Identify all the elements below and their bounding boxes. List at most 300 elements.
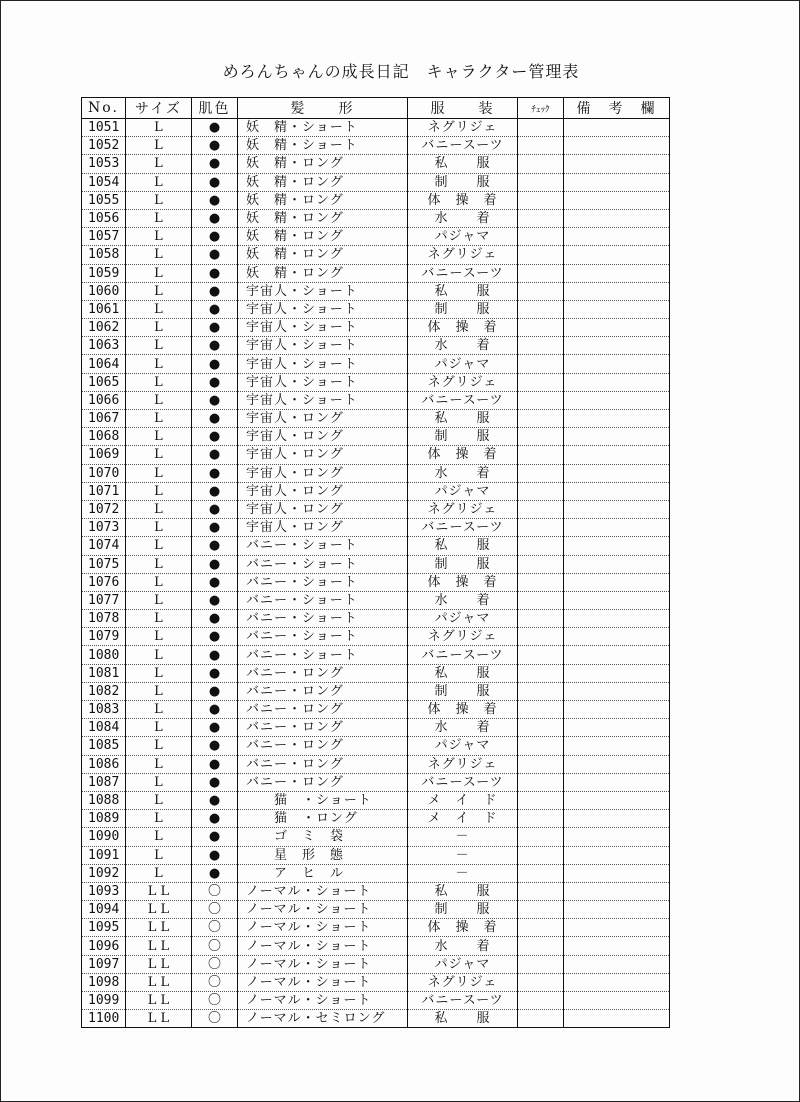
check-cell — [518, 519, 564, 537]
table-row — [82, 901, 670, 919]
size-cell: L L — [126, 973, 192, 991]
skin-color-mark: ● — [192, 500, 238, 518]
row-number: 1065 — [82, 373, 126, 391]
hairstyle-cell: バニー・ロング — [238, 737, 408, 755]
outfit-cell: バニースーツ — [408, 992, 518, 1010]
notes-cell — [564, 337, 670, 355]
document-title: めろんちゃんの成長日記 キャラクター管理表 — [222, 62, 580, 81]
size-cell: L — [126, 282, 192, 300]
check-cell — [518, 337, 564, 355]
hairstyle-cell: 宇宙人・ショート — [238, 300, 408, 318]
skin-color-mark: ● — [192, 428, 238, 446]
size-cell: L — [126, 410, 192, 428]
hairstyle-cell: 妖 精・ロング — [238, 209, 408, 227]
table-row — [82, 646, 670, 664]
size-cell: L — [126, 173, 192, 191]
table-row — [82, 209, 670, 227]
check-cell — [518, 355, 564, 373]
table-row — [82, 882, 670, 900]
table-row — [82, 591, 670, 609]
notes-cell — [564, 155, 670, 173]
size-cell: L L — [126, 955, 192, 973]
outfit-cell: パジャマ — [408, 355, 518, 373]
notes-cell — [564, 755, 670, 773]
notes-cell — [564, 610, 670, 628]
size-cell: L — [126, 719, 192, 737]
header-size: サイズ — [126, 98, 192, 119]
skin-color-mark: 〇 — [192, 973, 238, 991]
size-cell: L — [126, 355, 192, 373]
table-row — [82, 446, 670, 464]
row-number: 1093 — [82, 882, 126, 900]
table-row — [82, 955, 670, 973]
skin-color-mark: ● — [192, 555, 238, 573]
size-cell: L L — [126, 919, 192, 937]
size-cell: L — [126, 500, 192, 518]
size-cell: L — [126, 846, 192, 864]
hairstyle-cell: 宇宙人・ロング — [238, 500, 408, 518]
table-row — [82, 791, 670, 809]
check-cell — [518, 737, 564, 755]
skin-color-mark: ● — [192, 864, 238, 882]
hairstyle-cell: 宇宙人・ロング — [238, 410, 408, 428]
check-cell — [518, 500, 564, 518]
row-number: 1085 — [82, 737, 126, 755]
size-cell: L — [126, 155, 192, 173]
row-number: 1070 — [82, 464, 126, 482]
skin-color-mark: ● — [192, 737, 238, 755]
hairstyle-cell: バニー・ロング — [238, 719, 408, 737]
table-row — [82, 755, 670, 773]
size-cell: L L — [126, 882, 192, 900]
table-row — [82, 464, 670, 482]
check-cell — [518, 864, 564, 882]
notes-cell — [564, 791, 670, 809]
size-cell: L — [126, 737, 192, 755]
skin-color-mark: ● — [192, 391, 238, 409]
table-row — [82, 846, 670, 864]
size-cell: L — [126, 246, 192, 264]
hairstyle-cell: 宇宙人・ショート — [238, 282, 408, 300]
outfit-cell: 私 服 — [408, 155, 518, 173]
row-number: 1082 — [82, 682, 126, 700]
table-row — [82, 973, 670, 991]
skin-color-mark: ● — [192, 446, 238, 464]
hairstyle-cell: 妖 精・ロング — [238, 246, 408, 264]
skin-color-mark: ● — [192, 701, 238, 719]
check-cell — [518, 209, 564, 227]
hairstyle-cell: ノーマル・ショート — [238, 937, 408, 955]
row-number: 1091 — [82, 846, 126, 864]
outfit-cell: ネグリジェ — [408, 628, 518, 646]
check-cell — [518, 919, 564, 937]
size-cell: L — [126, 482, 192, 500]
size-cell: L — [126, 628, 192, 646]
row-number: 1055 — [82, 191, 126, 209]
header-skin: 肌色 — [192, 98, 238, 119]
skin-color-mark: 〇 — [192, 919, 238, 937]
outfit-cell: 水 着 — [408, 464, 518, 482]
size-cell: L — [126, 137, 192, 155]
check-cell — [518, 464, 564, 482]
notes-cell — [564, 973, 670, 991]
skin-color-mark: 〇 — [192, 955, 238, 973]
skin-color-mark: ● — [192, 264, 238, 282]
skin-color-mark: ● — [192, 173, 238, 191]
notes-cell — [564, 410, 670, 428]
check-cell — [518, 682, 564, 700]
outfit-cell: 体 操 着 — [408, 701, 518, 719]
notes-cell — [564, 1010, 670, 1028]
notes-cell — [564, 719, 670, 737]
hairstyle-cell: バニー・ショート — [238, 628, 408, 646]
outfit-cell: 私 服 — [408, 882, 518, 900]
table-row — [82, 628, 670, 646]
table-header-row — [82, 98, 670, 119]
row-number: 1059 — [82, 264, 126, 282]
table-row — [82, 937, 670, 955]
notes-cell — [564, 446, 670, 464]
notes-cell — [564, 646, 670, 664]
table-row — [82, 537, 670, 555]
header-check: ﾁｪｯｸ — [518, 98, 564, 119]
outfit-cell: パジャマ — [408, 482, 518, 500]
hairstyle-cell: ノーマル・ショート — [238, 882, 408, 900]
outfit-cell: 私 服 — [408, 282, 518, 300]
outfit-cell: 制 服 — [408, 428, 518, 446]
row-number: 1076 — [82, 573, 126, 591]
row-number: 1098 — [82, 973, 126, 991]
check-cell — [518, 719, 564, 737]
size-cell: L — [126, 864, 192, 882]
size-cell: L L — [126, 992, 192, 1010]
size-cell: L — [126, 701, 192, 719]
table-row — [82, 282, 670, 300]
hairstyle-cell: バニー・ロング — [238, 682, 408, 700]
size-cell: L — [126, 573, 192, 591]
check-cell — [518, 246, 564, 264]
hairstyle-cell: バニー・ロング — [238, 773, 408, 791]
skin-color-mark: ● — [192, 355, 238, 373]
notes-cell — [564, 391, 670, 409]
size-cell: L — [126, 791, 192, 809]
notes-cell — [564, 846, 670, 864]
row-number: 1060 — [82, 282, 126, 300]
notes-cell — [564, 246, 670, 264]
character-table — [81, 97, 670, 1028]
row-number: 1092 — [82, 864, 126, 882]
skin-color-mark: ● — [192, 519, 238, 537]
table-row — [82, 864, 670, 882]
hairstyle-cell: 宇宙人・ショート — [238, 355, 408, 373]
size-cell: L — [126, 610, 192, 628]
hairstyle-cell: 妖 精・ロング — [238, 228, 408, 246]
table-body — [82, 119, 670, 1028]
row-number: 1079 — [82, 628, 126, 646]
notes-cell — [564, 682, 670, 700]
outfit-cell: 私 服 — [408, 410, 518, 428]
row-number: 1054 — [82, 173, 126, 191]
skin-color-mark: ● — [192, 155, 238, 173]
skin-color-mark: 〇 — [192, 992, 238, 1010]
check-cell — [518, 173, 564, 191]
row-number: 1073 — [82, 519, 126, 537]
hairstyle-cell: ノーマル・ショート — [238, 973, 408, 991]
check-cell — [518, 428, 564, 446]
outfit-cell: パジャマ — [408, 955, 518, 973]
outfit-cell: － — [408, 846, 518, 864]
check-cell — [518, 664, 564, 682]
row-number: 1090 — [82, 828, 126, 846]
hairstyle-cell: 宇宙人・ショート — [238, 337, 408, 355]
hairstyle-cell: ノーマル・ショート — [238, 901, 408, 919]
hairstyle-cell: 宇宙人・ロング — [238, 428, 408, 446]
size-cell: L — [126, 828, 192, 846]
size-cell: L — [126, 391, 192, 409]
table-row — [82, 373, 670, 391]
table-row — [82, 410, 670, 428]
skin-color-mark: 〇 — [192, 901, 238, 919]
outfit-cell: 水 着 — [408, 591, 518, 609]
skin-color-mark: ● — [192, 846, 238, 864]
size-cell: L — [126, 119, 192, 137]
skin-color-mark: ● — [192, 137, 238, 155]
outfit-cell: メ イ ド — [408, 791, 518, 809]
notes-cell — [564, 701, 670, 719]
notes-cell — [564, 137, 670, 155]
outfit-cell: ネグリジェ — [408, 246, 518, 264]
size-cell: L — [126, 555, 192, 573]
outfit-cell: 私 服 — [408, 537, 518, 555]
outfit-cell: 制 服 — [408, 173, 518, 191]
skin-color-mark: ● — [192, 628, 238, 646]
skin-color-mark: ● — [192, 810, 238, 828]
hairstyle-cell: 宇宙人・ショート — [238, 373, 408, 391]
table-row — [82, 664, 670, 682]
check-cell — [518, 155, 564, 173]
hairstyle-cell: 猫 ・ロング — [238, 810, 408, 828]
hairstyle-cell: バニー・ショート — [238, 646, 408, 664]
table-row — [82, 737, 670, 755]
row-number: 1096 — [82, 937, 126, 955]
check-cell — [518, 955, 564, 973]
skin-color-mark: 〇 — [192, 1010, 238, 1028]
notes-cell — [564, 992, 670, 1010]
check-cell — [518, 373, 564, 391]
check-cell — [518, 555, 564, 573]
row-number: 1087 — [82, 773, 126, 791]
skin-color-mark: ● — [192, 300, 238, 318]
hairstyle-cell: ア ヒ ル — [238, 864, 408, 882]
outfit-cell: バニースーツ — [408, 264, 518, 282]
size-cell: L — [126, 646, 192, 664]
notes-cell — [564, 628, 670, 646]
outfit-cell: 水 着 — [408, 719, 518, 737]
hairstyle-cell: 猫 ・ショート — [238, 791, 408, 809]
row-number: 1077 — [82, 591, 126, 609]
hairstyle-cell: 宇宙人・ロング — [238, 464, 408, 482]
check-cell — [518, 973, 564, 991]
outfit-cell: 水 着 — [408, 209, 518, 227]
hairstyle-cell: バニー・ロング — [238, 664, 408, 682]
skin-color-mark: ● — [192, 373, 238, 391]
table-row — [82, 773, 670, 791]
table-row — [82, 137, 670, 155]
skin-color-mark: ● — [192, 682, 238, 700]
hairstyle-cell: 宇宙人・ロング — [238, 482, 408, 500]
size-cell: L — [126, 300, 192, 318]
row-number: 1089 — [82, 810, 126, 828]
hairstyle-cell: ゴ ミ 袋 — [238, 828, 408, 846]
notes-cell — [564, 300, 670, 318]
check-cell — [518, 937, 564, 955]
row-number: 1084 — [82, 719, 126, 737]
notes-cell — [564, 882, 670, 900]
table-row — [82, 810, 670, 828]
table-row — [82, 228, 670, 246]
notes-cell — [564, 737, 670, 755]
hairstyle-cell: バニー・ショート — [238, 591, 408, 609]
row-number: 1072 — [82, 500, 126, 518]
check-cell — [518, 537, 564, 555]
row-number: 1088 — [82, 791, 126, 809]
row-number: 1071 — [82, 482, 126, 500]
header-hair: 髪 形 — [238, 98, 408, 119]
outfit-cell: 水 着 — [408, 337, 518, 355]
table-row — [82, 355, 670, 373]
outfit-cell: パジャマ — [408, 228, 518, 246]
hairstyle-cell: ノーマル・ショート — [238, 919, 408, 937]
row-number: 1068 — [82, 428, 126, 446]
row-number: 1078 — [82, 610, 126, 628]
outfit-cell: パジャマ — [408, 610, 518, 628]
outfit-cell: 制 服 — [408, 901, 518, 919]
outfit-cell: ネグリジェ — [408, 500, 518, 518]
outfit-cell: バニースーツ — [408, 646, 518, 664]
hairstyle-cell: バニー・ショート — [238, 537, 408, 555]
row-number: 1099 — [82, 992, 126, 1010]
skin-color-mark: ● — [192, 773, 238, 791]
skin-color-mark: ● — [192, 319, 238, 337]
skin-color-mark: ● — [192, 464, 238, 482]
hairstyle-cell: ノーマル・ショート — [238, 992, 408, 1010]
size-cell: L — [126, 664, 192, 682]
row-number: 1094 — [82, 901, 126, 919]
size-cell: L — [126, 228, 192, 246]
skin-color-mark: ● — [192, 591, 238, 609]
row-number: 1081 — [82, 664, 126, 682]
check-cell — [518, 791, 564, 809]
header-no: No. — [82, 98, 126, 119]
check-cell — [518, 391, 564, 409]
skin-color-mark: ● — [192, 828, 238, 846]
size-cell: L — [126, 537, 192, 555]
row-number: 1056 — [82, 209, 126, 227]
skin-color-mark: ● — [192, 610, 238, 628]
hairstyle-cell: 宇宙人・ショート — [238, 319, 408, 337]
hairstyle-cell: バニー・ショート — [238, 610, 408, 628]
size-cell: L — [126, 191, 192, 209]
table-row — [82, 155, 670, 173]
table-row — [82, 1010, 670, 1028]
row-number: 1052 — [82, 137, 126, 155]
size-cell: L L — [126, 1010, 192, 1028]
size-cell: L — [126, 373, 192, 391]
skin-color-mark: ● — [192, 646, 238, 664]
outfit-cell: ネグリジェ — [408, 373, 518, 391]
skin-color-mark: 〇 — [192, 937, 238, 955]
notes-cell — [564, 555, 670, 573]
hairstyle-cell: バニー・ロング — [238, 701, 408, 719]
notes-cell — [564, 282, 670, 300]
size-cell: L — [126, 264, 192, 282]
hairstyle-cell: 星 形 態 — [238, 846, 408, 864]
outfit-cell: メ イ ド — [408, 810, 518, 828]
check-cell — [518, 119, 564, 137]
notes-cell — [564, 319, 670, 337]
outfit-cell: 体 操 着 — [408, 191, 518, 209]
outfit-cell: 制 服 — [408, 682, 518, 700]
check-cell — [518, 410, 564, 428]
notes-cell — [564, 464, 670, 482]
size-cell: L — [126, 337, 192, 355]
check-cell — [518, 610, 564, 628]
hairstyle-cell: バニー・ショート — [238, 555, 408, 573]
row-number: 1069 — [82, 446, 126, 464]
notes-cell — [564, 482, 670, 500]
size-cell: L — [126, 519, 192, 537]
table-row — [82, 919, 670, 937]
check-cell — [518, 282, 564, 300]
row-number: 1058 — [82, 246, 126, 264]
skin-color-mark: ● — [192, 755, 238, 773]
notes-cell — [564, 537, 670, 555]
check-cell — [518, 319, 564, 337]
row-number: 1074 — [82, 537, 126, 555]
table-row — [82, 482, 670, 500]
check-cell — [518, 846, 564, 864]
notes-cell — [564, 119, 670, 137]
skin-color-mark: ● — [192, 719, 238, 737]
table-row — [82, 610, 670, 628]
hairstyle-cell: 妖 精・ロング — [238, 155, 408, 173]
outfit-cell: 水 着 — [408, 937, 518, 955]
check-cell — [518, 992, 564, 1010]
notes-cell — [564, 864, 670, 882]
row-number: 1053 — [82, 155, 126, 173]
row-number: 1100 — [82, 1010, 126, 1028]
outfit-cell: ネグリジェ — [408, 755, 518, 773]
size-cell: L L — [126, 901, 192, 919]
check-cell — [518, 901, 564, 919]
row-number: 1083 — [82, 701, 126, 719]
row-number: 1051 — [82, 119, 126, 137]
table-row — [82, 828, 670, 846]
hairstyle-cell: ノーマル・ショート — [238, 955, 408, 973]
row-number: 1095 — [82, 919, 126, 937]
row-number: 1067 — [82, 410, 126, 428]
outfit-cell: 体 操 着 — [408, 446, 518, 464]
notes-cell — [564, 664, 670, 682]
size-cell: L — [126, 428, 192, 446]
table-row — [82, 428, 670, 446]
table-row — [82, 701, 670, 719]
check-cell — [518, 264, 564, 282]
check-cell — [518, 628, 564, 646]
check-cell — [518, 828, 564, 846]
row-number: 1075 — [82, 555, 126, 573]
check-cell — [518, 446, 564, 464]
